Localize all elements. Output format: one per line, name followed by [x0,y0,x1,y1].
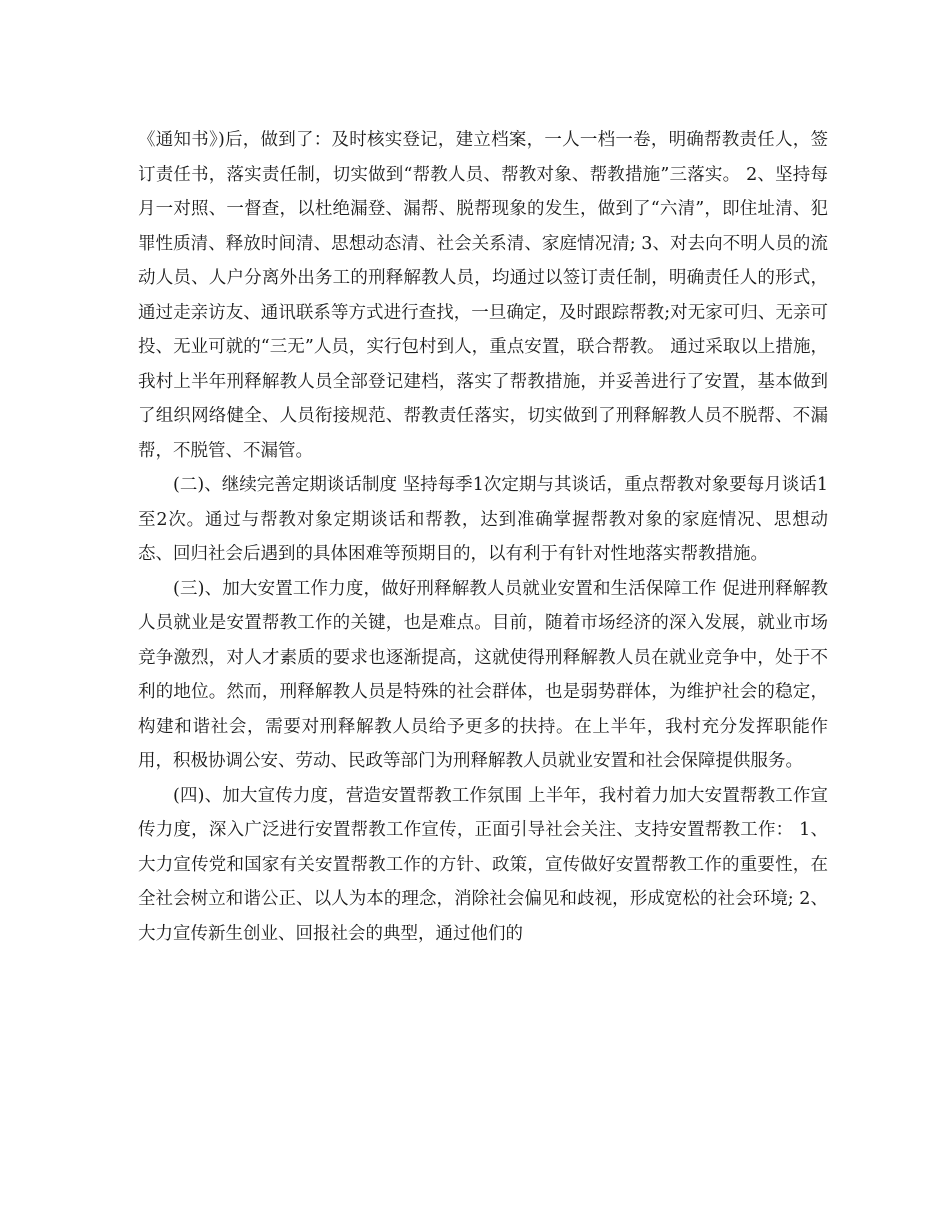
paragraph-regular-talks: (二)、继续完善定期谈话制度 坚持每季1次定期与其谈话，重点帮教对象要每月谈话1至2次。通过与帮教对象定期谈话和帮教，达到准确掌握帮教对象的家庭情况、思想动态、回归社会后遇到的具体困难等预期目的，以有利于有针对性地落实帮教措施。 [138,475,828,564]
paragraph-publicity: (四)、加大宣传力度，营造安置帮教工作氛围 上半年，我村着力加大安置帮教工作宣传力度，深入广泛进行安置帮教工作宣传，正面引导社会关注、支持安置帮教工作： 1、大力宣传党和国家有关安置帮教工作的方针、政策，宣传做好安置帮教工作的重要性，在全社会树立和谐公正、以人为本的理念，消除社会偏见和歧视，形成宽松的社会环境; 2、大力宣传新生创业、回报社会的典型，通过他们的 [138,785,828,944]
paragraph-registration: 《通知书》)后，做到了：及时核实登记，建立档案，一人一档一卷，明确帮教责任人，签订责任书，落实责任制，切实做到“帮教人员、帮教对象、帮教措施”三落实。 2、坚持每月一对照、一督查，以杜绝漏登、漏帮、脱帮现象的发生，做到了“六清”，即住址清、犯罪性质清、释放时间清、思想动态清、社会关系清、家庭情况清; 3、对去向不明人员的流动人员、人户分离外出务工的刑释解教人员，均通过以签订责任制，明确责任人的形式，通过走亲访友、通讯联系等方式进行查找，一旦确定，及时跟踪帮教;对无家可归、无亲可投、无业可就的“三无”人员，实行包村到人，重点安置，联合帮教。 通过采取以上措施，我村上半年刑释解教人员全部登记建档，落实了帮教措施，并妥善进行了安置，基本做到了组织网络健全、人员衔接规范、帮教责任落实，切实做到了刑释解教人员不脱帮、不漏帮，不脱管、不漏管。 [138,130,828,461]
document-body [138,123,828,951]
paragraph-employment-placement: (三)、加大安置工作力度，做好刑释解教人员就业安置和生活保障工作 促进刑释解教人员就业是安置帮教工作的关键，也是难点。目前，随着市场经济的深入发展，就业市场竞争激烈，对人才素质的要求也逐渐提高，这就使得刑释解教人员在就业竞争中，处于不利的地位。然而，刑释解教人员是特殊的社会群体，也是弱势群体，为维护社会的稳定，构建和谐社会，需要对刑释解教人员给予更多的扶持。在上半年，我村充分发挥职能作用，积极协调公安、劳动、民政等部门为刑释解教人员就业安置和社会保障提供服务。 [138,578,828,771]
